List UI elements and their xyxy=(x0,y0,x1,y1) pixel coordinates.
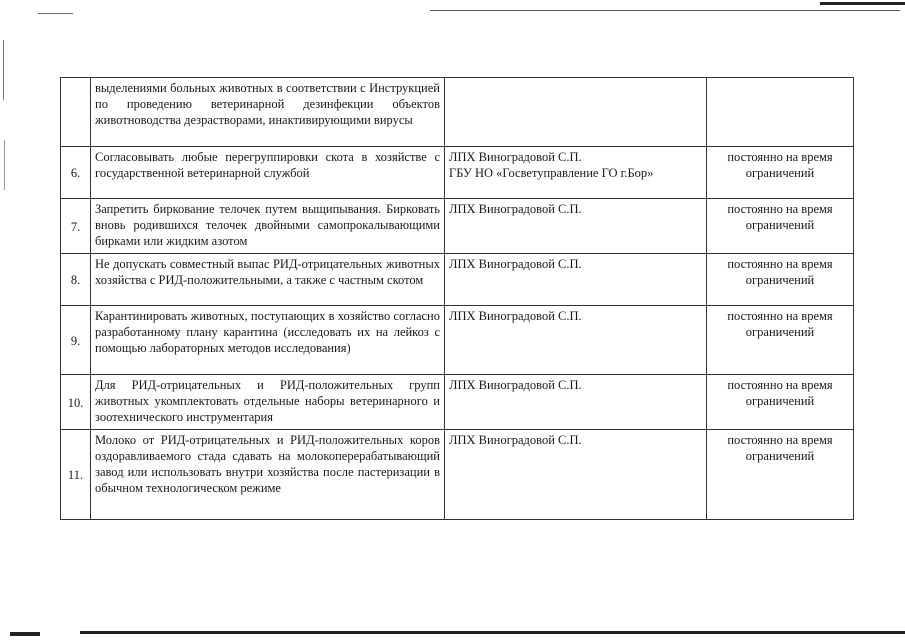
table-row xyxy=(61,254,854,306)
scan-bottom-left-mark xyxy=(10,632,40,636)
measures-table xyxy=(60,77,854,520)
scan-bottom-line xyxy=(80,631,905,634)
term-text: постоянно на время ограничений xyxy=(707,254,854,306)
measure-text: Запретить биркование телочек путем выщипывания. Бирковать вновь родившихся телочек двойными самопрокалывающими бирками или жидким азотом xyxy=(91,199,445,254)
table-row xyxy=(61,78,854,147)
row-number: 9. xyxy=(61,306,91,375)
row-number: 11. xyxy=(61,430,91,520)
measure-text: Карантинировать животных, поступающих в хозяйство согласно разработанному плану карантина (исследовать их на лейкоз с помощью лабораторных методов исследования) xyxy=(91,306,445,375)
responsible-line: ЛПХ Виноградовой С.П. xyxy=(449,150,582,164)
measure-text: Для РИД-отрицательных и РИД-положительных групп животных укомплектовать отдельные наборы ветеринарного и зоотехнического инструментария xyxy=(91,375,445,430)
row-number: 8. xyxy=(61,254,91,306)
measures-table-body xyxy=(61,78,854,520)
responsible-cell xyxy=(445,199,707,254)
term-text xyxy=(707,78,854,147)
scan-left-edge-2 xyxy=(4,140,5,190)
responsible-line: ЛПХ Виноградовой С.П. xyxy=(449,309,582,323)
responsible-line: ГБУ НО «Госветуправление ГО г.Бор» xyxy=(449,166,654,180)
responsible-line: ЛПХ Виноградовой С.П. xyxy=(449,378,582,392)
responsible-cell xyxy=(445,375,707,430)
table-row xyxy=(61,199,854,254)
responsible-cell xyxy=(445,306,707,375)
table-row xyxy=(61,430,854,520)
responsible-cell xyxy=(445,78,707,147)
term-text: постоянно на время ограничений xyxy=(707,375,854,430)
measure-text: выделениями больных животных в соответствии с Инструкцией по проведению ветеринарной дезинфекции объектов животноводства дезрастворами, инактивирующими вирусы xyxy=(91,78,445,147)
measure-text: Молоко от РИД-отрицательных и РИД-положительных коров оздоравливаемого стада сдавать на молокоперерабатывающий завод или использовать внутри хозяйства после пастеризации в обычном технологическом режиме xyxy=(91,430,445,520)
term-text: постоянно на время ограничений xyxy=(707,199,854,254)
term-text: постоянно на время ограничений xyxy=(707,306,854,375)
row-number xyxy=(61,78,91,147)
row-number: 7. xyxy=(61,199,91,254)
row-number: 6. xyxy=(61,147,91,199)
scan-top-line xyxy=(430,10,900,11)
row-number: 10. xyxy=(61,375,91,430)
scan-left-edge xyxy=(3,40,4,100)
term-text: постоянно на время ограничений xyxy=(707,430,854,520)
measure-text: Согласовывать любые перегруппировки скота в хозяйстве с государственной ветеринарной службой xyxy=(91,147,445,199)
term-text: постоянно на время ограничений xyxy=(707,147,854,199)
table-row xyxy=(61,375,854,430)
responsible-cell xyxy=(445,147,707,199)
table-row xyxy=(61,147,854,199)
responsible-line: ЛПХ Виноградовой С.П. xyxy=(449,433,582,447)
responsible-line: ЛПХ Виноградовой С.П. xyxy=(449,257,582,271)
responsible-line: ЛПХ Виноградовой С.П. xyxy=(449,202,582,216)
responsible-cell xyxy=(445,254,707,306)
scan-top-right-bar xyxy=(820,2,905,5)
measure-text: Не допускать совместный выпас РИД-отрицательных животных хозяйства с РИД-положительными, а также с частным скотом xyxy=(91,254,445,306)
responsible-cell xyxy=(445,430,707,520)
table-row xyxy=(61,306,854,375)
scan-top-left-dash xyxy=(38,13,73,14)
